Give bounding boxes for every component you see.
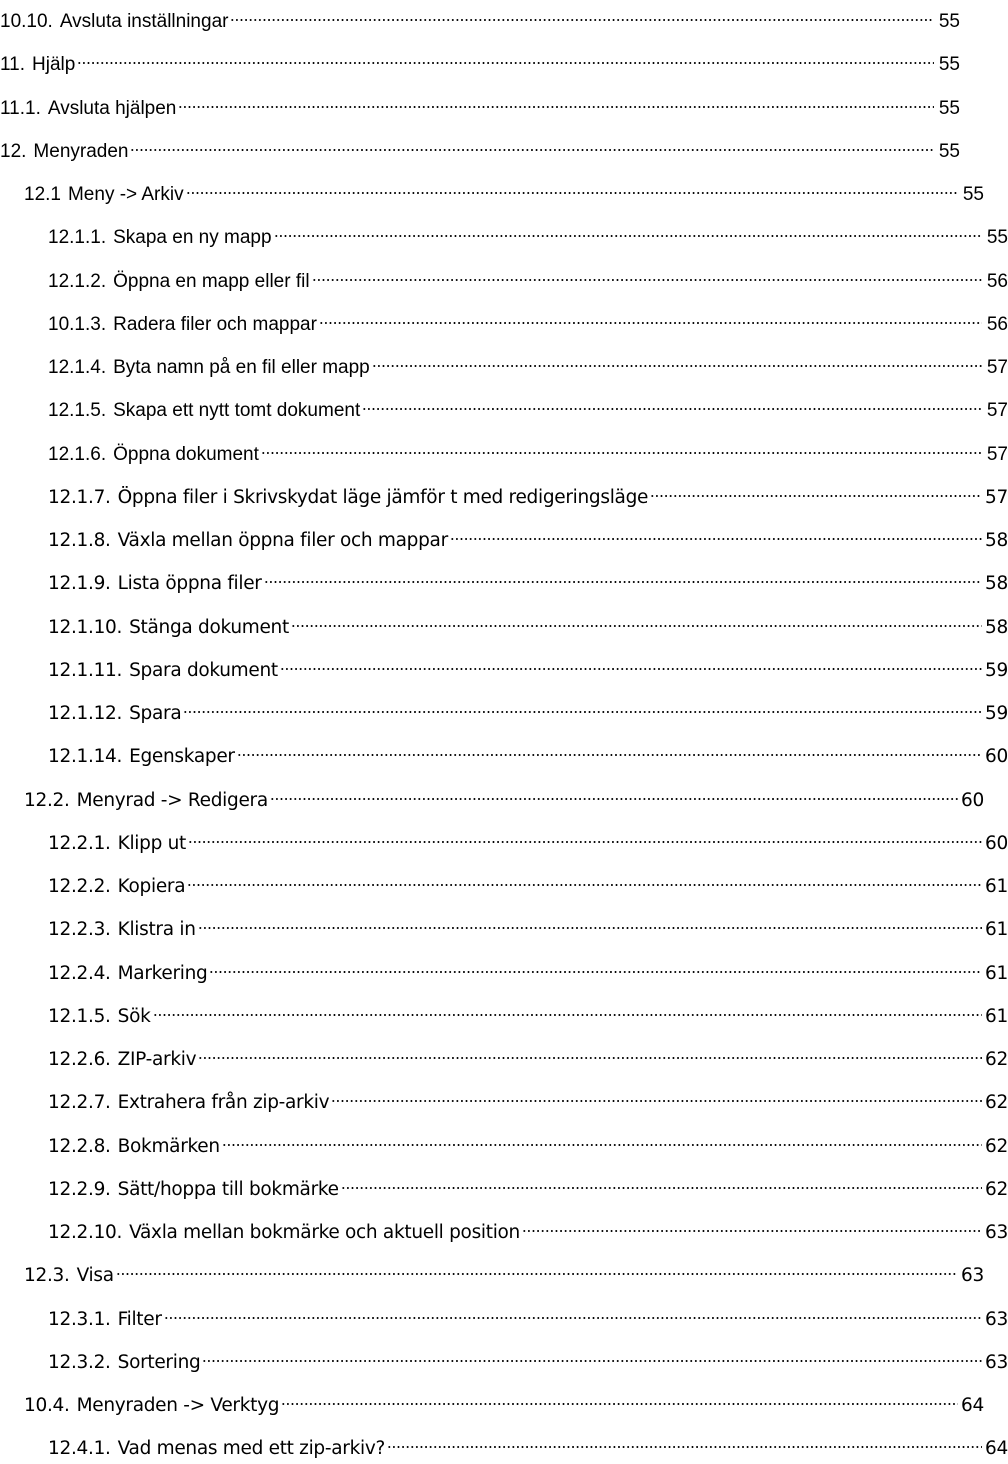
dot-leader: [209, 949, 982, 979]
toc-entry[interactable]: [0, 603, 1008, 638]
toc-entry-title: Öppna en mapp eller fil: [113, 270, 310, 292]
toc-page-number: 55: [938, 11, 960, 32]
toc-page-number: 57: [986, 357, 1008, 378]
dot-leader: [270, 776, 958, 806]
toc-entry-number: 12.4.1.: [48, 1438, 111, 1460]
dot-leader: [187, 862, 982, 892]
toc-entry-label: [48, 1002, 151, 1032]
toc-entry-title: Radera filer och mappar: [113, 313, 317, 335]
toc-entry-title: Klipp ut: [117, 832, 186, 854]
toc-entry-number: 12.2.9.: [48, 1178, 111, 1200]
dot-leader: [153, 992, 982, 1022]
toc-entry-title: Sök: [117, 1005, 151, 1027]
toc-page-number: 63: [961, 1265, 984, 1287]
toc-page-number: 58: [985, 573, 1008, 595]
toc-entry[interactable]: [0, 732, 1008, 768]
toc-entry-title: Öppna dokument: [113, 443, 259, 465]
toc-page-number: 55: [938, 54, 960, 76]
toc-page-number: 59: [985, 659, 1008, 681]
toc-entry-label: [48, 569, 262, 599]
toc-entry-label: [48, 829, 186, 859]
toc-entry-title: Extrahera från zip-arkiv: [117, 1092, 330, 1114]
toc-entry-title: Spara dokument: [129, 659, 278, 681]
toc-page-number: 58: [985, 530, 1008, 551]
toc-entry-label: [48, 699, 181, 729]
toc-entry-number: 12.1.1.: [48, 227, 107, 249]
toc-entry[interactable]: [0, 1122, 1008, 1157]
toc-entry[interactable]: [0, 1424, 1008, 1460]
toc-entry-number: 10.4.: [24, 1395, 70, 1416]
toc-entry[interactable]: [0, 646, 1008, 681]
toc-entry-title: Skapa en ny mapp: [113, 227, 272, 249]
toc-page-number: 62: [985, 1092, 1008, 1114]
toc-entry-number: 12.1.12.: [48, 703, 123, 724]
toc-page-number: 55: [962, 184, 984, 205]
toc-entry[interactable]: [0, 0, 960, 32]
toc-entry-number: 12.2.10.: [48, 1222, 123, 1243]
toc-entry[interactable]: [0, 1295, 1008, 1330]
toc-entry-label: [0, 94, 176, 124]
toc-entry[interactable]: [0, 776, 984, 811]
toc-page-number: 61: [985, 1005, 1008, 1027]
toc-entry[interactable]: [0, 1381, 984, 1416]
toc-page-number: 63: [985, 1351, 1008, 1373]
toc-entry-label: [48, 526, 448, 556]
toc-entry-label: [48, 915, 196, 945]
toc-entry-label: [48, 1175, 339, 1205]
toc-page-number: 57: [985, 486, 1008, 508]
toc-entry-title: Visa: [76, 1265, 114, 1287]
toc-page-number: 63: [985, 1308, 1008, 1330]
toc-page-number: 59: [985, 703, 1008, 724]
dot-leader: [202, 1338, 982, 1368]
dot-leader: [222, 1122, 982, 1152]
toc-entry-title: Bokmärken: [117, 1135, 220, 1157]
toc-entry-title: Meny -> Arkiv: [67, 184, 184, 205]
toc-page-number: 64: [961, 1395, 984, 1416]
toc-entry[interactable]: [0, 300, 1008, 335]
toc-page-number: 61: [985, 876, 1008, 897]
toc-entry[interactable]: [0, 213, 1008, 249]
dot-leader: [331, 1078, 982, 1108]
dot-leader: [372, 343, 982, 373]
toc-entry-label: [0, 7, 228, 37]
toc-entry-title: Klistra in: [117, 919, 196, 941]
toc-entry-label: [24, 180, 184, 210]
toc-entry-number: 12.1.5.: [48, 1005, 111, 1027]
toc-entry-title: Sätt/hoppa till bokmärke: [117, 1178, 339, 1200]
toc-page-number: 62: [985, 1178, 1008, 1200]
toc-entry-title: Sortering: [117, 1351, 201, 1373]
dot-leader: [116, 1251, 958, 1281]
toc-page-number: 56: [986, 313, 1008, 335]
toc-entry-label: [0, 50, 75, 80]
toc-entry-label: [48, 613, 289, 643]
toc-entry-number: 12.3.: [24, 1265, 70, 1287]
toc-entry-number: 12.2.1.: [48, 832, 111, 854]
toc-entry-title: Avsluta hjälpen: [47, 97, 177, 119]
toc-entry-label: [48, 1088, 329, 1118]
toc-entry-number: 12.1.6.: [48, 443, 107, 465]
toc-entry-label: [48, 440, 259, 470]
toc-entry-label: [48, 223, 272, 253]
dot-leader: [77, 40, 934, 70]
dot-leader: [186, 170, 958, 200]
toc-entry-label: [48, 1434, 385, 1464]
toc-entry-label: [24, 786, 268, 816]
toc-page-number: 60: [985, 832, 1008, 854]
toc-page-number: 60: [985, 746, 1008, 768]
toc-entry-number: 12.2.3.: [48, 919, 111, 941]
dot-leader: [130, 127, 934, 157]
dot-leader: [280, 646, 982, 676]
toc-entry-label: [24, 1261, 114, 1291]
toc-entry-number: 11.1.: [0, 97, 41, 119]
dot-leader: [450, 516, 982, 546]
toc-entry[interactable]: [0, 84, 960, 119]
toc-entry-title: Växla mellan bokmärke och aktuell position: [129, 1222, 520, 1243]
dot-leader: [237, 732, 982, 762]
toc-entry[interactable]: [0, 473, 1008, 508]
toc-entry-title: Stänga dokument: [129, 616, 289, 638]
dot-leader: [312, 257, 982, 287]
dot-leader: [387, 1424, 982, 1454]
toc-entry[interactable]: [0, 127, 960, 162]
dot-leader: [281, 1381, 958, 1411]
toc-entry-title: Avsluta inställningar: [59, 11, 229, 32]
toc-entry-title: Öppna filer i Skrivskydat läge jämför t med redigeringsläge: [117, 486, 649, 508]
toc-entry[interactable]: [0, 1165, 1008, 1200]
toc-entry[interactable]: [0, 386, 1008, 422]
toc-entry[interactable]: [0, 170, 984, 205]
toc-entry-title: Egenskaper: [129, 746, 235, 768]
toc-page-number: 56: [986, 270, 1008, 292]
toc-entry-title: Menyrad -> Redigera: [76, 789, 268, 811]
dot-leader: [341, 1165, 982, 1195]
toc-page-number: 62: [985, 1135, 1008, 1157]
toc-entry[interactable]: [0, 1338, 1008, 1373]
toc-entry-number: 12.2.: [24, 789, 70, 811]
toc-entry-number: 12.2.7.: [48, 1092, 111, 1114]
toc-entry-number: 12.1.8.: [48, 530, 111, 551]
toc-entry[interactable]: [0, 343, 1008, 378]
toc-entry[interactable]: [0, 905, 1008, 941]
toc-entry-label: [48, 1305, 162, 1335]
toc-page-number: 60: [961, 789, 984, 811]
toc-entry-number: 12.2.8.: [48, 1135, 111, 1157]
toc-page-number: 55: [938, 97, 960, 119]
toc-entry-number: 12.1.9.: [48, 573, 111, 595]
toc-entry[interactable]: [0, 949, 1008, 984]
toc-entry-label: [48, 310, 317, 340]
toc-page-number: 61: [985, 962, 1008, 984]
toc-entry-title: Menyraden -> Verktyg: [76, 1395, 280, 1416]
dot-leader: [291, 603, 982, 633]
toc-entry-title: ZIP-arkiv: [117, 1049, 197, 1070]
toc-entry-title: Byta namn på en fil eller mapp: [113, 357, 370, 378]
toc-entry-number: 12.2.4.: [48, 962, 111, 984]
toc-entry-number: 12.1.14.: [48, 746, 123, 768]
dot-leader: [650, 473, 982, 503]
toc-entry-label: [48, 1218, 520, 1248]
toc-entry-number: 12.: [0, 140, 27, 162]
toc-entry-title: Lista öppna filer: [117, 573, 262, 595]
toc-entry-label: [48, 1132, 220, 1162]
dot-leader: [261, 430, 982, 460]
toc-entry-title: Kopiera: [117, 876, 186, 897]
toc-page-number: 61: [985, 919, 1008, 941]
toc-entry-title: Filter: [117, 1308, 162, 1330]
toc-entry-label: [48, 1045, 196, 1075]
toc-entry-label: [48, 656, 278, 686]
toc-entry-label: [0, 137, 128, 167]
dot-leader: [522, 1208, 982, 1238]
toc-entry-title: Vad menas med ett zip-arkiv?: [117, 1438, 386, 1460]
toc-entry-number: 10.1.3.: [48, 313, 107, 335]
toc-entry-number: 12.1.11.: [48, 659, 123, 681]
toc-entry[interactable]: [0, 559, 1008, 595]
toc-entry-number: 12.3.2.: [48, 1351, 111, 1373]
toc-page-number: 55: [986, 227, 1008, 249]
toc-entry-label: [48, 959, 207, 989]
toc-entry-label: [48, 483, 648, 513]
toc-entry[interactable]: [0, 862, 1008, 897]
toc-entry[interactable]: [0, 1078, 1008, 1114]
dot-leader: [183, 689, 982, 719]
toc-entry-number: 12.2.6.: [48, 1049, 111, 1070]
toc-page-number: 57: [986, 400, 1008, 422]
toc-entry-title: Menyraden: [33, 140, 129, 162]
dot-leader: [274, 213, 982, 243]
toc-entry[interactable]: [0, 1208, 1008, 1243]
toc-entry[interactable]: [0, 430, 1008, 465]
toc-entry-title: Hjälp: [32, 54, 76, 76]
toc-entry-label: [48, 872, 185, 902]
toc-entry-number: 12.1.2.: [48, 270, 107, 292]
toc-entry-label: [48, 396, 360, 426]
toc-entry-number: 12.1.5.: [48, 400, 107, 422]
dot-leader: [164, 1295, 982, 1325]
toc-page-number: 55: [938, 140, 960, 162]
toc-page-number: 64: [985, 1438, 1008, 1460]
toc-entry-title: Markering: [117, 962, 208, 984]
dot-leader: [230, 0, 934, 27]
dot-leader: [188, 819, 982, 849]
toc-page-number: 62: [985, 1049, 1008, 1070]
toc-entry-number: 12.1.10.: [48, 616, 123, 638]
toc-entry-number: 12.1: [24, 184, 61, 205]
toc-entry[interactable]: [0, 689, 1008, 724]
toc-entry-label: [48, 1348, 200, 1378]
toc-entry[interactable]: [0, 516, 1008, 551]
toc-entry-number: 10.10.: [0, 11, 53, 32]
dot-leader: [264, 559, 982, 589]
toc-entry-title: Skapa ett nytt tomt dokument: [113, 400, 361, 422]
toc-entry[interactable]: [0, 1251, 984, 1287]
toc-entry[interactable]: [0, 819, 1008, 854]
toc-entry[interactable]: [0, 40, 960, 76]
dot-leader: [198, 1035, 982, 1065]
dot-leader: [198, 905, 982, 935]
toc-entry-label: [24, 1391, 279, 1421]
toc-entry-number: 11.: [0, 54, 26, 76]
toc-entry[interactable]: [0, 257, 1008, 292]
toc-entry-label: [48, 267, 310, 297]
toc-entry-title: Spara: [129, 703, 182, 724]
toc-entry-number: 12.1.4.: [48, 357, 107, 378]
toc-entry-label: [48, 742, 235, 772]
toc-page-number: 57: [986, 443, 1008, 465]
toc-page-number: 63: [985, 1222, 1008, 1243]
toc-page-number: 58: [985, 616, 1008, 638]
dot-leader: [319, 300, 982, 330]
dot-leader: [362, 386, 982, 416]
toc-entry[interactable]: [0, 1035, 1008, 1070]
toc-entry-number: 12.3.1.: [48, 1308, 111, 1330]
toc-entry[interactable]: [0, 992, 1008, 1027]
toc-entry-number: 12.2.2.: [48, 876, 111, 897]
toc-entry-label: [48, 353, 370, 383]
dot-leader: [178, 84, 934, 114]
toc-entry-number: 12.1.7.: [48, 486, 111, 508]
toc-entry-title: Växla mellan öppna filer och mappar: [117, 530, 448, 551]
